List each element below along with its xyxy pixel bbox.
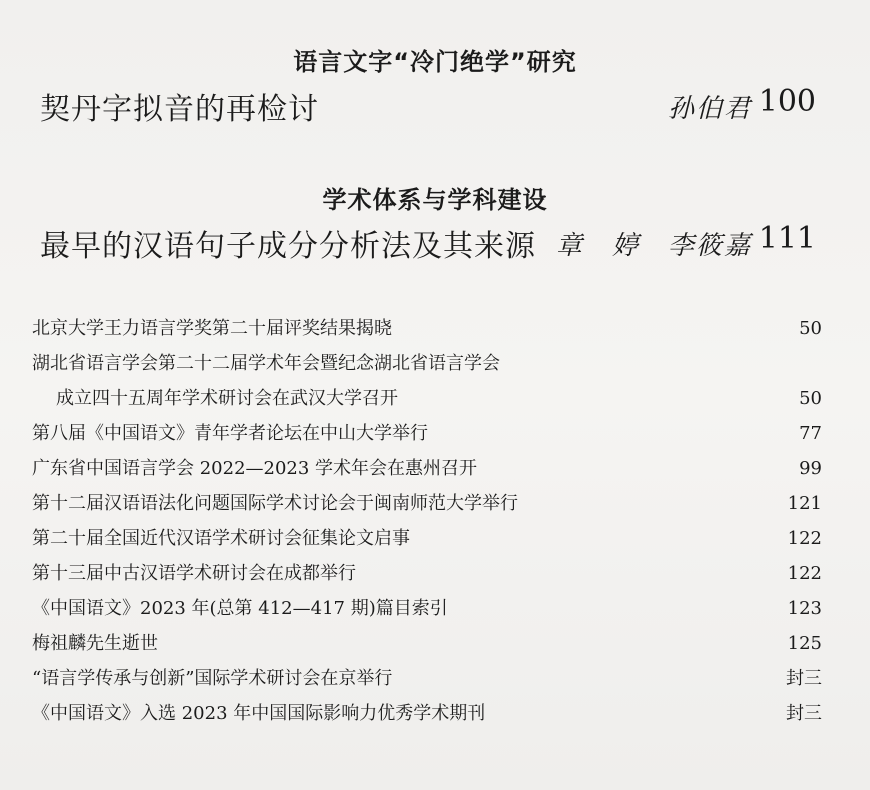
notice-item[interactable] [32,559,822,594]
notice-list [32,314,822,734]
article-authors: 孙伯君 [668,94,753,124]
notice-page: 121 [787,493,822,514]
notice-page: 123 [787,598,822,619]
notice-item[interactable] [32,489,822,524]
notice-page: 77 [799,423,822,444]
notice-item[interactable] [32,699,822,734]
notice-page: 122 [787,563,822,584]
notice-title: 《中国语文》2023 年(总第 412—417 期)篇目索引 [32,598,448,619]
notice-page: 50 [799,388,822,409]
notice-title: 北京大学王力语言学奖第二十届评奖结果揭晓 [32,318,392,339]
section-heading-academic-system: 学术体系与学科建设 [322,186,548,214]
notice-title: 广东省中国语言学会 2022—2023 学术年会在惠州召开 [32,458,478,479]
notice-page: 122 [787,528,822,549]
notice-title: 第八届《中国语文》青年学者论坛在中山大学举行 [32,423,428,444]
notice-page: 封三 [786,703,822,724]
notice-item-continuation[interactable] [32,384,822,419]
article-authors: 章 婷 李筱嘉 [556,231,753,261]
notice-item[interactable] [32,664,822,699]
section-heading-rare-studies: 语言文字“冷门绝学”研究 [293,48,577,76]
notice-title: 湖北省语言学会第二十二届学术年会暨纪念湖北省语言学会 [32,353,500,374]
article-title: 最早的汉语句子成分分析法及其来源 [40,229,536,264]
article-page-number: 111 [758,221,816,256]
notice-title: 梅祖麟先生逝世 [32,633,158,654]
notice-title: 第十三届中古汉语学术研讨会在成都举行 [32,563,356,584]
article-entry[interactable] [40,84,816,128]
article-entry[interactable] [40,221,816,265]
notice-page: 50 [799,318,822,339]
article-page-number: 100 [758,84,816,119]
notice-item[interactable] [32,314,822,349]
notice-title: 第二十届全国近代汉语学术研讨会征集论文启事 [32,528,410,549]
article-title: 契丹字拟音的再检讨 [40,92,319,127]
notice-title: 《中国语文》入选 2023 年中国国际影响力优秀学术期刊 [32,703,486,724]
notice-title: 第十二届汉语语法化问题国际学术讨论会于闽南师范大学举行 [32,493,518,514]
notice-item[interactable] [32,629,822,664]
notice-title: 成立四十五周年学术研讨会在武汉大学召开 [56,388,398,409]
notice-item[interactable] [32,349,822,384]
notice-page: 125 [787,633,822,654]
notice-item[interactable] [32,454,822,489]
notice-page: 封三 [786,668,822,689]
notice-item[interactable] [32,419,822,454]
notice-item[interactable] [32,524,822,559]
notice-title: “语言学传承与创新”国际学术研讨会在京举行 [32,668,393,689]
notice-item[interactable] [32,594,822,629]
notice-page: 99 [799,458,822,479]
